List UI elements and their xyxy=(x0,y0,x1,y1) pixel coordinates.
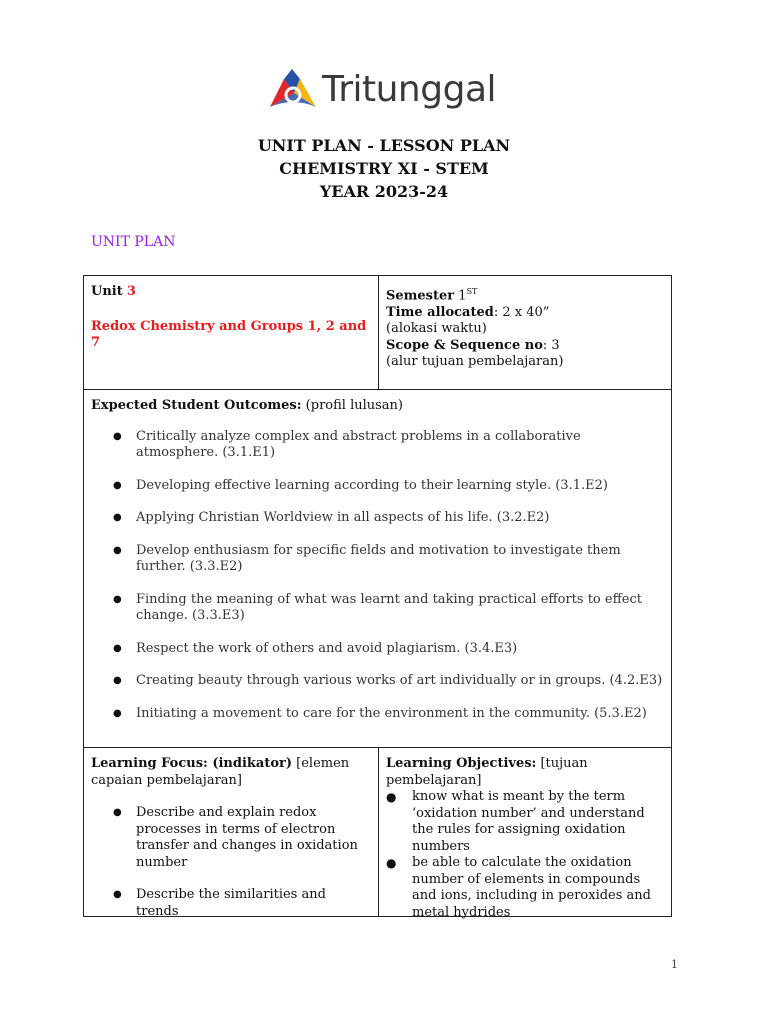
bullet-icon: ● xyxy=(113,512,122,523)
semester-cell xyxy=(379,276,672,390)
bullet-icon: ● xyxy=(113,675,122,686)
logo xyxy=(268,66,496,114)
list-item: ● know what is meant by the term ‘oxidation number’ and understand the rules for assigning oxidation numbers xyxy=(386,789,645,854)
learning-focus-note: [elemen capaian pembelajaran] xyxy=(91,756,350,788)
unit-cell xyxy=(84,276,379,390)
learning-focus-heading: Learning Focus: (indikator) xyxy=(91,756,293,771)
semester-label: Semester xyxy=(386,288,455,304)
learning-objectives-cell xyxy=(379,748,672,920)
scope-note: (alur tujuan pembelajaran) xyxy=(386,354,564,370)
outcomes-list xyxy=(91,429,664,723)
tritunggal-logo-icon xyxy=(268,67,318,113)
bullet-icon: ● xyxy=(113,707,122,719)
time-allocated-value: : 2 x 40” xyxy=(493,304,550,320)
page-number: 1 xyxy=(671,958,678,971)
unit-name: Redox Chemistry and Groups 1, 2 and 7 xyxy=(91,318,367,350)
list-item: ● Respect the work of others and avoid plagiarism. (3.4.E3) xyxy=(113,640,518,656)
bullet-icon: ● xyxy=(113,593,122,605)
title-line-3: YEAR 2023-24 xyxy=(319,182,449,201)
bullet-icon: ● xyxy=(113,642,122,654)
list-item: ● Finding the meaning of what was learnt and taking practical efforts to effect change. (3.3.E3) xyxy=(113,591,643,623)
list-item: ● Developing effective learning according to their learning style. (3.1.E2) xyxy=(113,477,608,493)
unit-number: 3 xyxy=(126,284,136,299)
bullet-icon: ● xyxy=(386,856,397,870)
scope-value: : 3 xyxy=(542,337,560,353)
outcomes-cell xyxy=(84,390,672,748)
document-title xyxy=(0,134,768,203)
list-item: ● Critically analyze complex and abstract problems in a collaborative atmosphere. (3.1.E1) xyxy=(113,428,581,460)
scope-label: Scope & Sequence no xyxy=(386,337,543,353)
bullet-icon: ● xyxy=(113,889,122,900)
bullet-icon: ● xyxy=(113,544,122,556)
bullet-icon: ● xyxy=(113,430,122,442)
learning-objectives-heading: Learning Objectives: xyxy=(386,756,537,771)
list-item: ● Creating beauty through various works of art individually or in groups. (4.2.E3) xyxy=(113,673,663,688)
bullet-icon: ● xyxy=(386,790,397,804)
unit-label: Unit xyxy=(91,284,123,299)
list-item: ● Initiating a movement to care for the environment in the community. (5.3.E2) xyxy=(113,705,647,721)
learning-objectives-list xyxy=(386,789,664,921)
title-line-2: CHEMISTRY XI - STEM xyxy=(279,159,489,178)
learning-focus-cell xyxy=(84,748,379,917)
unit-plan-table xyxy=(83,275,672,920)
section-label: UNIT PLAN xyxy=(91,234,176,250)
learning-objectives-note: [tujuan pembelajaran] xyxy=(386,756,588,788)
list-item: ● Describe the similarities and trends xyxy=(113,887,326,919)
semester-value: 1 xyxy=(458,288,467,304)
list-item: ● Applying Christian Worldview in all aspects of his life. (3.2.E2) xyxy=(113,510,550,525)
time-allocated-label: Time allocated xyxy=(386,304,494,320)
time-allocated-note: (alokasi waktu) xyxy=(386,321,487,337)
list-item: ● be able to calculate the oxidation number of elements in compounds and ions, including in peroxides and metal hydrides xyxy=(386,855,651,920)
title-line-1: UNIT PLAN - LESSON PLAN xyxy=(257,136,511,155)
semester-sup: ST xyxy=(466,287,478,296)
list-item: ● Develop enthusiasm for specific fields and motivation to investigate them further. (3.3.E2) xyxy=(113,542,621,574)
bullet-icon: ● xyxy=(113,807,122,818)
bullet-icon: ● xyxy=(113,479,122,491)
list-item: ● Describe and explain redox processes in terms of electron transfer and changes in oxidation number xyxy=(113,805,358,870)
logo-text: Tritunggal xyxy=(322,69,497,110)
outcomes-heading: Expected Student Outcomes: xyxy=(91,398,302,413)
outcomes-heading-note: (profil lulusan) xyxy=(305,398,403,413)
learning-focus-list xyxy=(91,805,371,920)
